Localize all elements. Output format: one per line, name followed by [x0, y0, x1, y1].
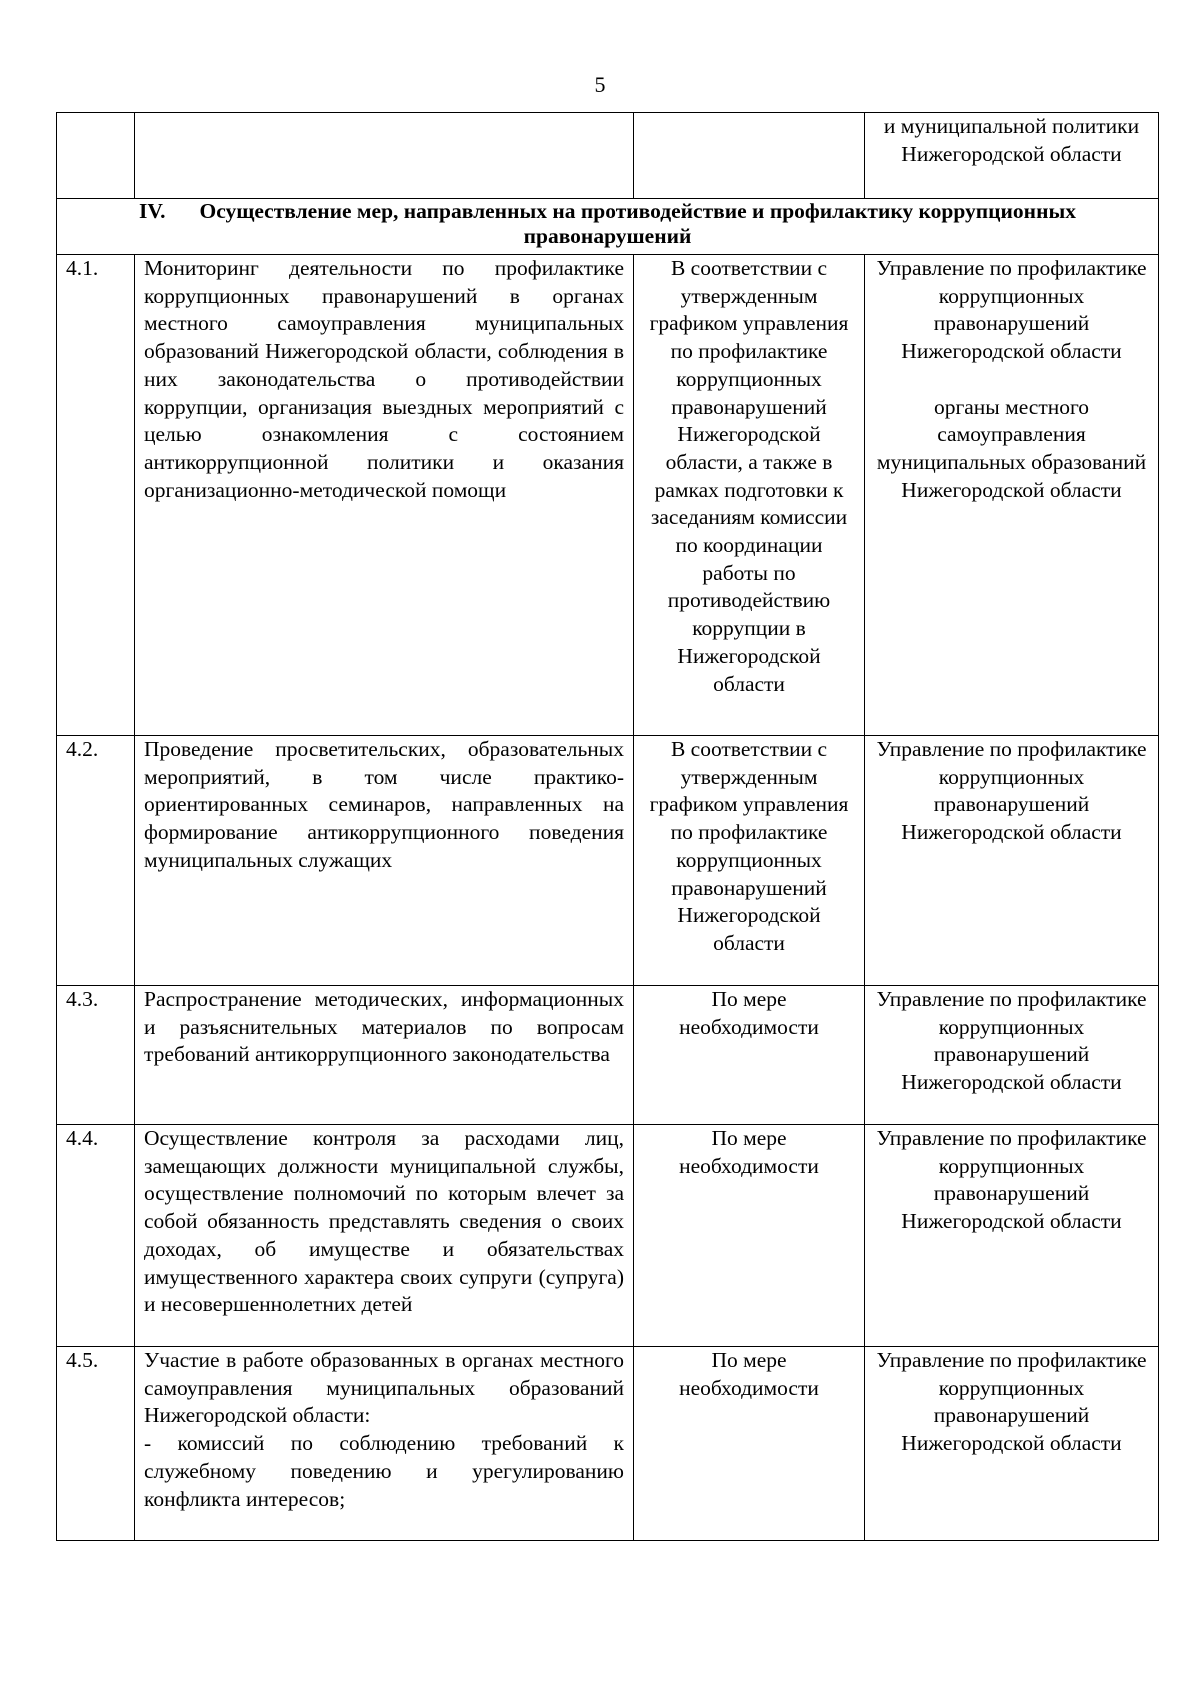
- cell-term: [634, 113, 865, 199]
- row-description: Мониторинг деятельности по профилактике коррупционных правонарушений в органах местного самоуправления муниципальных образований Нижегородской области, соблюдения в них законодательства о противодействии коррупции, организация выездных мероприятий с целью ознакомления с состоянием антикоррупционной политики и оказания организационно-методической помощи: [135, 255, 634, 736]
- cell-description: [135, 113, 634, 199]
- row-description: Распространение методических, информационных и разъяснительных материалов по вопросам требований антикоррупционного законодательства: [135, 986, 634, 1125]
- executor-primary: Управление по профилактике коррупционных правонарушений Нижегородской области: [876, 256, 1147, 364]
- cell-executor: и муниципальной политики Нижегородской области: [865, 113, 1159, 199]
- row-number: 4.3.: [57, 986, 135, 1125]
- row-term: В соответствии с утвержденным графиком управления по профилактике коррупционных правонарушений Нижегородской области: [634, 736, 865, 986]
- row-number: 4.4.: [57, 1125, 135, 1347]
- description-intro: Участие в работе образованных в органах местного самоуправления муниципальных образований Нижегородской области:: [144, 1348, 624, 1428]
- row-description: Проведение просветительских, образовательных мероприятий, в том числе практико-ориентированных семинаров, направленных на формирование антикоррупционного поведения муниципальных служащих: [135, 736, 634, 986]
- row-number: 4.5.: [57, 1347, 135, 1541]
- row-number: 4.2.: [57, 736, 135, 986]
- row-description: [135, 1347, 634, 1541]
- table-row: [57, 986, 1159, 1125]
- section-heading: [57, 199, 1159, 255]
- row-term: По мере необходимости: [634, 1125, 865, 1347]
- row-executor: [865, 255, 1159, 736]
- table-row: [57, 1347, 1159, 1541]
- section-numeral: IV.: [138, 199, 166, 223]
- table-row: [57, 736, 1159, 986]
- table-row: [57, 1125, 1159, 1347]
- row-term: По мере необходимости: [634, 1347, 865, 1541]
- cell-num: [57, 113, 135, 199]
- row-number: 4.1.: [57, 255, 135, 736]
- row-executor: Управление по профилактике коррупционных правонарушений Нижегородской области: [865, 1347, 1159, 1541]
- row-executor: Управление по профилактике коррупционных правонарушений Нижегородской области: [865, 986, 1159, 1125]
- description-list-item: - комиссий по соблюдению требований к служебному поведению и урегулированию конфликта интересов;: [144, 1431, 624, 1511]
- section-header-row: [57, 199, 1159, 255]
- row-executor: Управление по профилактике коррупционных правонарушений Нижегородской области: [865, 736, 1159, 986]
- page-number: 5: [594, 72, 606, 97]
- section-title: Осуществление мер, направленных на противодействие и профилактику коррупционных правонарушений: [199, 199, 1076, 248]
- row-term: В соответствии с утвержденным графиком управления по профилактике коррупционных правонарушений Нижегородской области, а также в рамках подготовки к заседаниям комиссии по координации работы по противодействию коррупции в Нижегородской области: [634, 255, 865, 736]
- table-row: [57, 255, 1159, 736]
- row-description: Осуществление контроля за расходами лиц, замещающих должности муниципальной службы, осуществление полномочий по которым влечет за собой обязанность представлять сведения о своих доходах, об имуществе и обязательствах имущественного характера своих супруги (супруга) и несовершеннолетних детей: [135, 1125, 634, 1347]
- continuation-row: [57, 113, 1159, 199]
- executor-secondary: органы местного самоуправления муниципальных образований Нижегородской области: [876, 394, 1147, 502]
- spacer: [874, 366, 1149, 394]
- row-executor: Управление по профилактике коррупционных правонарушений Нижегородской области: [865, 1125, 1159, 1347]
- row-term: По мере необходимости: [634, 986, 865, 1125]
- measures-table: [56, 112, 1159, 1541]
